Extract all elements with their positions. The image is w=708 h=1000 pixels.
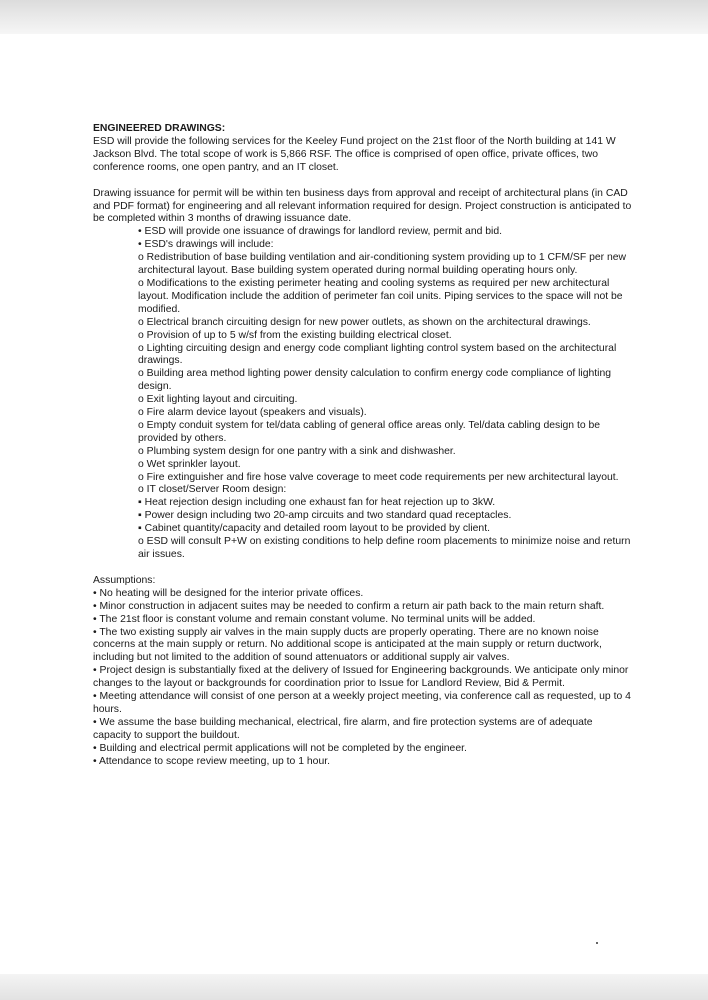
scan-speck xyxy=(596,942,598,944)
scan-bottom-edge xyxy=(0,974,708,1000)
list-item: o Provision of up to 5 w/sf from the existing building electrical closet. xyxy=(138,329,452,341)
list-item: o Building area method lighting power density calculation to confirm energy code compliance of lighting design. xyxy=(138,368,612,393)
issuance-paragraph: Drawing issuance for permit will be within ten business days from approval and receipt of architectural plans (in CAD and PDF format) for engineering and all relevant information required for design. Project construction is anticipated to be completed within 3 months of drawing issuance date. xyxy=(93,187,632,225)
list-item: o Modifications to the existing perimeter heating and cooling systems as required per new architectural layout. Modification include the addition of perimeter fan coil units. Piping services to the space will not be modified. xyxy=(138,277,623,315)
list-item: • The 21st floor is constant volume and remain constant volume. No terminal units will be added. xyxy=(93,613,536,625)
list-item: ▪ Heat rejection design including one exhaust fan for heat rejection up to 3kW. xyxy=(138,497,496,509)
section-heading: ENGINEERED DRAWINGS: xyxy=(93,123,226,134)
list-item: o Wet sprinkler layout. xyxy=(138,458,241,470)
list-item: • We assume the base building mechanical, electrical, fire alarm, and fire protection systems are of adequate capacity to support the buildout. xyxy=(93,716,593,741)
list-item: o Fire extinguisher and fire hose valve coverage to meet code requirements per new architectural layout. xyxy=(138,471,619,483)
list-item: o Electrical branch circuiting design for new power outlets, as shown on the architectural drawings. xyxy=(138,316,591,328)
list-item: o Plumbing system design for one pantry with a sink and dishwasher. xyxy=(138,445,456,457)
list-item: ▪ Power design including two 20-amp circuits and two standard quad receptacles. xyxy=(138,510,512,522)
list-item: • Project design is substantially fixed at the delivery of Issued for Engineering backgrounds. We anticipate only minor changes to the layout or backgrounds for coordination prior to Issue for Landlord Review, Bid & Permit. xyxy=(93,665,629,690)
assumptions-list xyxy=(93,588,633,769)
list-item: ▪ Cabinet quantity/capacity and detailed room layout to be provided by client. xyxy=(138,523,490,535)
list-item: o Lighting circuiting design and energy code compliant lighting control system based on the architectural drawings. xyxy=(138,342,617,367)
document-page xyxy=(93,123,633,769)
list-item: o Redistribution of base building ventilation and air-conditioning system providing up to 1 CFM/SF per new architectural layout. Base building system operated during normal building operating hours only. xyxy=(138,252,627,277)
list-item: o Fire alarm device layout (speakers and visuals). xyxy=(138,407,367,419)
intro-paragraph: ESD will provide the following services for the Keeley Fund project on the 21st floor of the North building at 141 W Jackson Blvd. The total scope of work is 5,866 RSF. The office is comprised of open office, private offices, two conference rooms, one open pantry, and an IT closet. xyxy=(93,135,616,173)
scope-list xyxy=(93,226,633,562)
list-item: • Minor construction in adjacent suites may be needed to confirm a return air path back to the main return shaft. xyxy=(93,600,605,612)
list-item: o IT closet/Server Room design: xyxy=(138,484,287,496)
list-item: • Meeting attendance will consist of one person at a weekly project meeting, via conference call as requested, up to 4 hours. xyxy=(93,691,631,715)
assumptions-title: Assumptions: xyxy=(93,574,156,586)
list-item: • ESD will provide one issuance of drawings for landlord review, permit and bid. xyxy=(138,226,503,238)
scan-top-edge xyxy=(0,0,708,34)
list-item: o Exit lighting layout and circuiting. xyxy=(138,394,298,406)
list-item: • Building and electrical permit applications will not be completed by the engineer. xyxy=(93,742,467,754)
list-item: • ESD's drawings will include: xyxy=(138,239,274,251)
list-item: o ESD will consult P+W on existing conditions to help define room placements to minimize noise and return air issues. xyxy=(138,536,631,560)
list-item: • Attendance to scope review meeting, up to 1 hour. xyxy=(93,755,330,767)
list-item: • No heating will be designed for the interior private offices. xyxy=(93,587,364,599)
list-item: o Empty conduit system for tel/data cabling of general office areas only. Tel/data cabling design to be provided by others. xyxy=(138,419,601,444)
list-item: • The two existing supply air valves in the main supply ducts are properly operating. There are no known noise concerns at the main supply or return. No additional scope is anticipated at the main supply or return ductwork, including but not limited to the addition of sound attenuators or additional supply air valves. xyxy=(93,626,602,664)
